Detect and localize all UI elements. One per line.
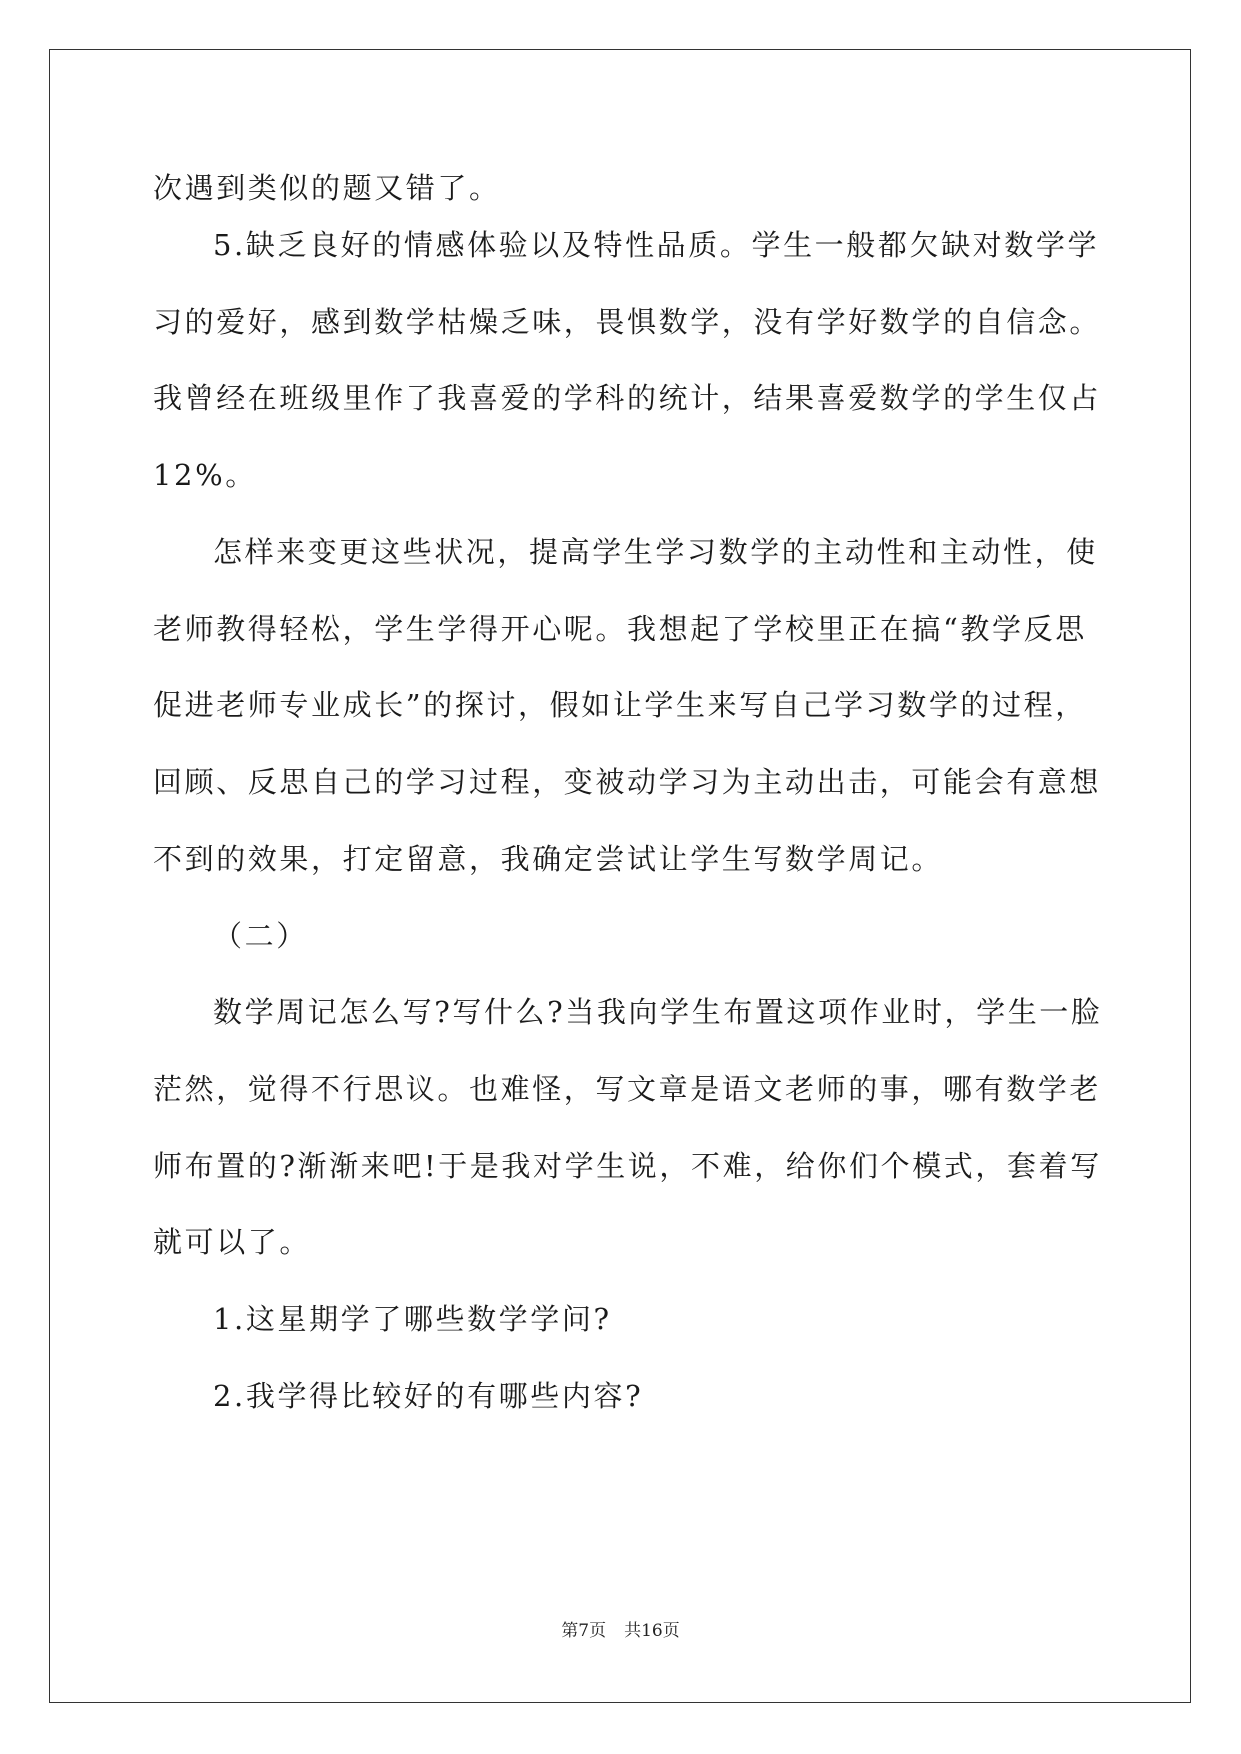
list-item: 1.这星期学了哪些数学学问?: [213, 1302, 612, 1336]
body-text-line: 回顾、反思自己的学习过程，变被动学习为主动出击，可能会有意想: [153, 765, 1102, 799]
body-text-line: 次遇到类似的题又错了。: [153, 171, 501, 205]
body-text-line: 习的爱好，感到数学枯燥乏味，畏惧数学，没有学好数学的自信念。: [153, 305, 1102, 339]
list-item: 2.我学得比较好的有哪些内容?: [213, 1379, 644, 1413]
page-number: 第7页: [561, 1621, 607, 1641]
body-text-line: 不到的效果，打定留意，我确定尝试让学生写数学周记。: [153, 842, 944, 876]
body-text-line: 茫然，觉得不行思议。也难怪，写文章是语文老师的事，哪有数学老: [153, 1072, 1102, 1106]
section-heading: （二）: [213, 919, 308, 953]
body-text-line: 就可以了。: [153, 1225, 312, 1259]
page-footer: [0, 1619, 1241, 1643]
paragraph-start-line: 5.缺乏良好的情感体验以及特性品质。学生一般都欠缺对数学学: [213, 228, 1100, 262]
page-total: 共16页: [624, 1621, 680, 1641]
body-text-line: 12%。: [153, 458, 257, 492]
paragraph-start-line: 怎样来变更这些状况，提高学生学习数学的主动性和主动性，使: [213, 535, 1098, 569]
body-text-line: 师布置的?渐渐来吧!于是我对学生说，不难，给你们个模式，套着写: [153, 1149, 1102, 1183]
body-text-line: 我曾经在班级里作了我喜爱的学科的统计，结果喜爱数学的学生仅占: [153, 381, 1102, 415]
paragraph-start-line: 数学周记怎么写?写什么?当我向学生布置这项作业时，学生一脸: [213, 995, 1103, 1029]
body-text-line: 促进老师专业成长”的探讨，假如让学生来写自己学习数学的过程，: [153, 688, 1087, 722]
body-text-line: 老师教得轻松，学生学得开心呢。我想起了学校里正在搞“教学反思: [153, 612, 1087, 646]
